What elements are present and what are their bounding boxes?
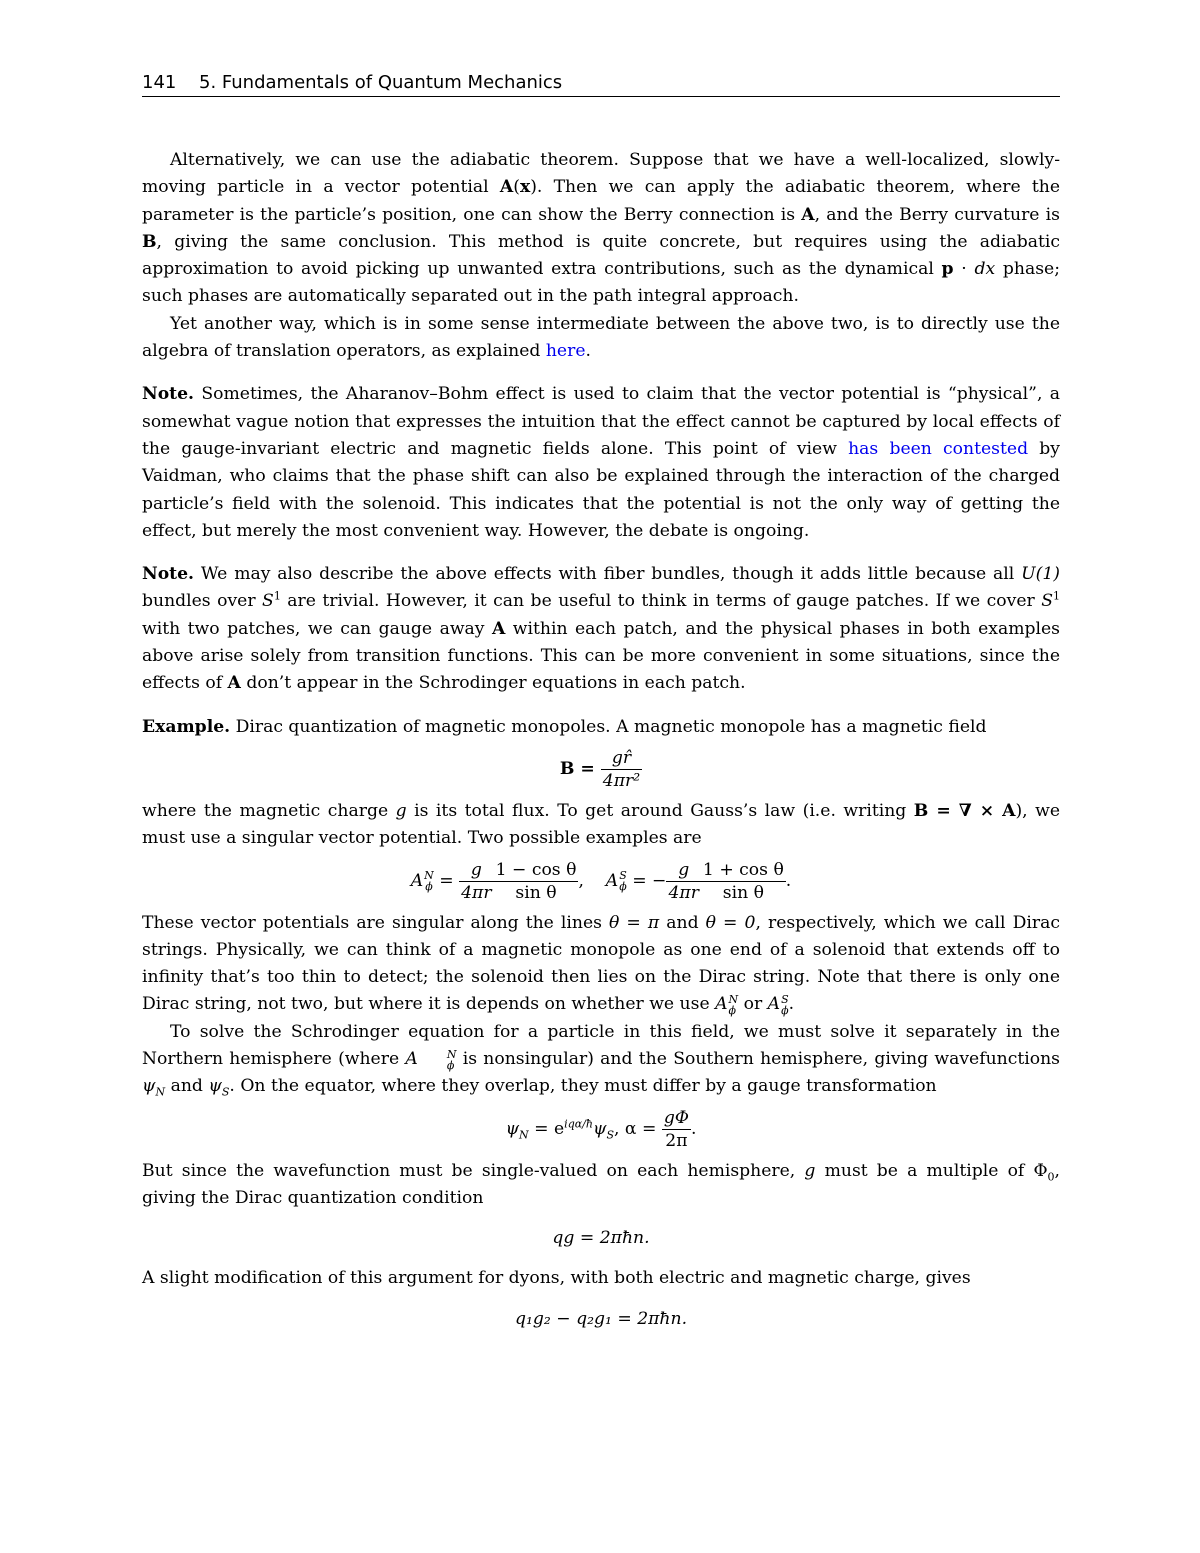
paragraph-translation: Yet another way, which is in some sense intermediate between the above two, is to directly use the algebra of translation operators, as explained here. — [142, 313, 1060, 362]
page-number: 141 — [142, 72, 177, 93]
has-been-contested-link[interactable]: has been contested — [848, 438, 1029, 459]
note-vector-potential: Note. Sometimes, the Aharanov–Bohm effect is used to claim that the vector potential is “physical”, a somewhat vague notion that expresses the intuition that the effect cannot be captured by local effects of the gauge-invariant electric and magnetic fields alone. This point of view has been contested by Vaidman, who claims that the phase shift can also be explained through the interaction of the charged particle’s field with the solenoid. This indicates that the potential is not the only way of getting the effect, but merely the most convenient way. However, the debate is ongoing. — [142, 384, 1060, 541]
paragraph-gauss: where the magnetic charge g is its total flux. To get around Gauss’s law (i.e. writing B = ∇ × A), we must use a singular vector potential. Two possible examples are — [142, 800, 1060, 849]
example-label: Example. — [142, 716, 231, 737]
paragraph-single-valued: But since the wavefunction must be single-valued on each hemisphere, g must be a multiple of $\Phi_0$, giving the Dirac quantization condition — [142, 1160, 1060, 1208]
paragraph-adiabatic: Alternatively, we can use the adiabatic theorem. Suppose that we have a well-localized, slowly-moving particle in a vector potential A(x). Then we can apply the adiabatic theorem, where the parameter is the particle’s position, one can show the Berry connection is A, and the Berry curvature is B, giving the same conclusion. This method is quite concrete, but requires using the adiabatic approximation to avoid picking up unwanted extra contributions, such as the dynamical p · dx phase; such phases are automatically separated out in the path integral approach. — [142, 150, 1060, 307]
example-dirac: Example. Dirac quantization of magnetic monopoles. A magnetic monopole has a magnetic field — [142, 716, 987, 737]
running-header — [142, 70, 1060, 97]
equation-gauge-transformation: $\psi_N = e^{iq\alpha/ħ}\psi_S$, α = $\frac{g\Phi}{2\pi}$ . — [505, 1107, 697, 1151]
page-body — [142, 147, 1060, 1346]
note-label: Note. — [142, 564, 195, 585]
note-label: Note. — [142, 384, 195, 405]
paragraph-schrodinger: To solve the Schrodinger equation for a particle in this field, we must solve it separately in the Northern hemisphere (where A N ϕ is nonsingular) and the Southern hemisphere, giving wavefunctions $\psi_N$ and $\psi_S$. On the equator, where they overlap, they must differ by a gauge transformation — [142, 1021, 1060, 1099]
note-fiber-bundles: Note. We may also describe the above effects with fiber bundles, though it adds little because all U(1) bundles over $S^1$ are trivial. However, it can be useful to think in terms of gauge patches. If we cover $S^1$ with two patches, we can gauge away A within each patch, and the physical phases in both examples above arise solely from transition functions. This can be more convenient in some situations, since the effects of A don’t appear in the Schrodinger equations in each patch. — [142, 564, 1060, 694]
chapter-title: 5. Fundamentals of Quantum Mechanics — [199, 72, 563, 93]
equation-vector-potentials: A N ϕ = $\frac{g}{4\pi r}$ $\frac{\text{1 − cos θ}}{\text{sin θ}}$ , A S ϕ = − $\frac{g}{4\pi r}$ $\frac{\text{1 + cos θ}}{\text{sin θ}}$ . — [410, 859, 792, 903]
equation-monopole-field: B = $\frac{gr̂}{\text{4πr²}}$ — [559, 747, 641, 791]
paragraph-dirac-strings: These vector potentials are singular along the lines θ = π and θ = 0, respectively, which we call Dirac strings. Physically, we can think of a magnetic monopole as one end of a solenoid that extends off to infinity that’s too thin to detect; the solenoid then lies on the Dirac string. Note that there is only one Dirac string, not two, but where it is depends on whether we use A N ϕ or A S ϕ . — [142, 912, 1060, 1017]
equation-dyon-quantization: q₁g₂ − q₂g₁ = 2πħn. — [514, 1308, 688, 1329]
equation-dirac-quantization: qg = 2πħn. — [552, 1228, 650, 1249]
paragraph-dyons: A slight modification of this argument for dyons, with both electric and magnetic charge, gives — [142, 1268, 971, 1289]
here-link[interactable]: here — [545, 341, 586, 362]
